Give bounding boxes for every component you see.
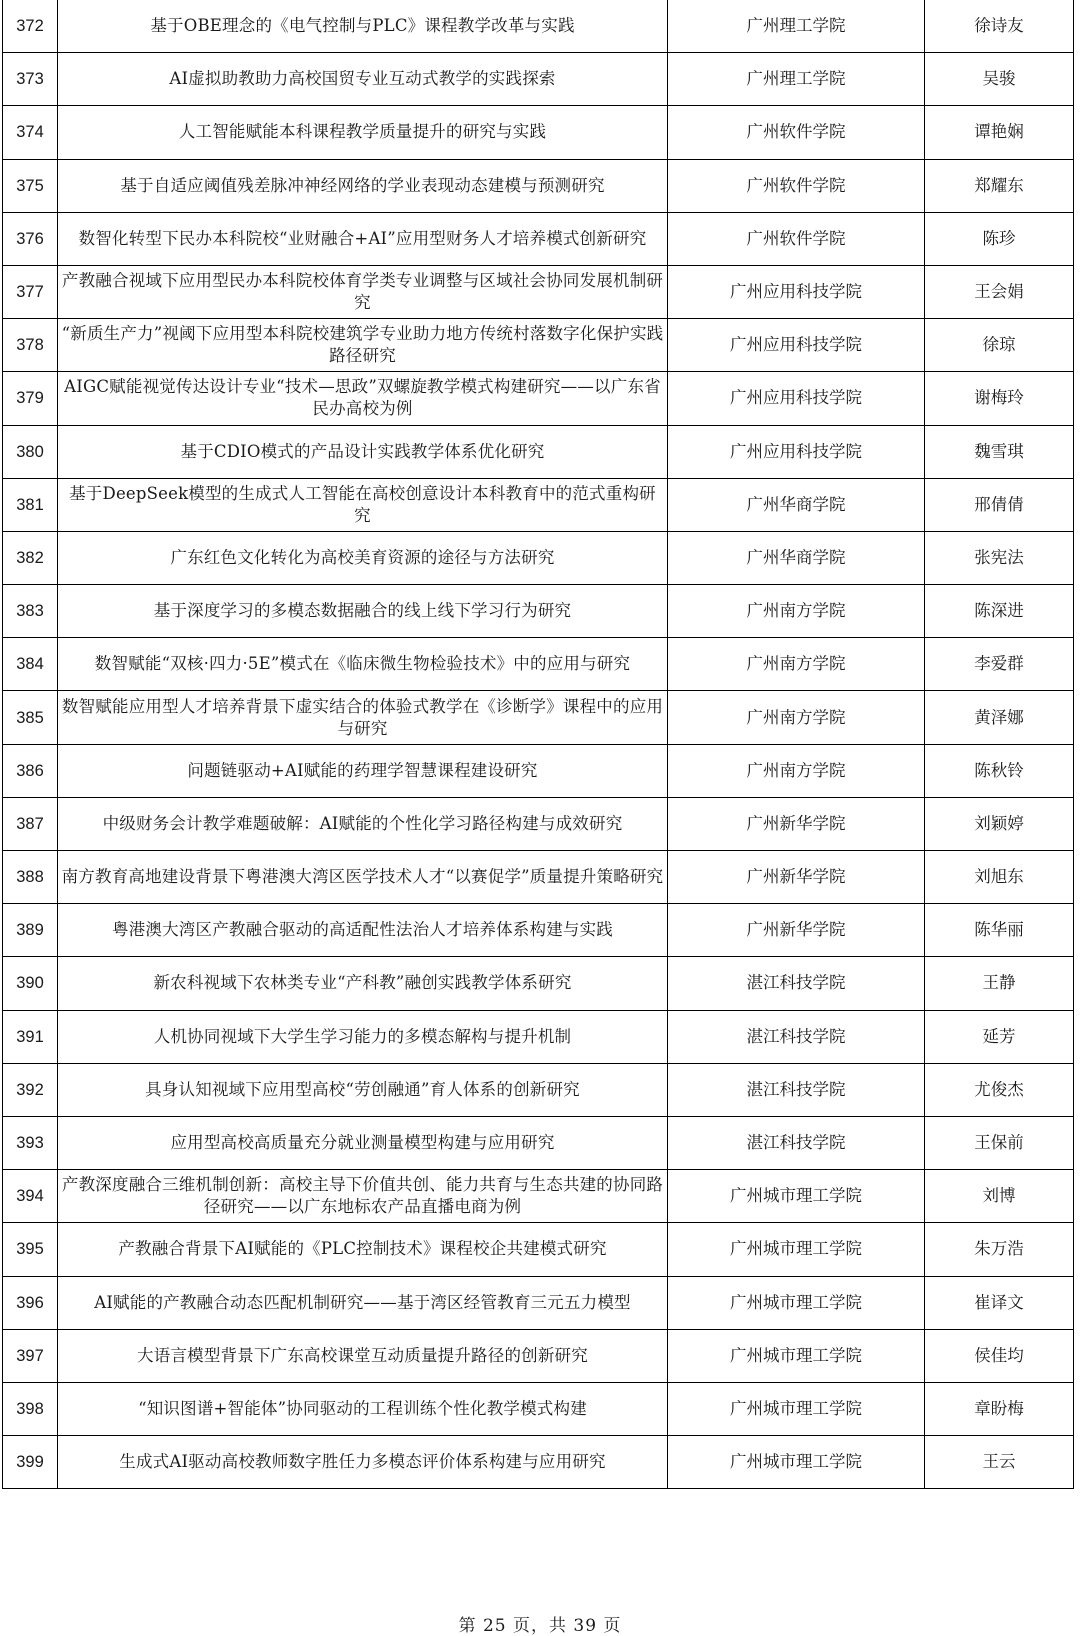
row-number-cell: 380 (3, 425, 58, 478)
row-number-cell: 399 (3, 1436, 58, 1489)
project-title-cell: 数智赋能应用型人才培养背景下虚实结合的体验式教学在《诊断学》课程中的应用与研究 (58, 691, 668, 744)
row-number-cell: 378 (3, 319, 58, 372)
row-number-cell: 374 (3, 106, 58, 159)
table-row (3, 106, 1074, 159)
row-number-cell: 394 (3, 1170, 58, 1223)
project-title-cell: 人工智能赋能本科课程教学质量提升的研究与实践 (58, 106, 668, 159)
row-number-cell: 396 (3, 1276, 58, 1329)
project-leader-cell: 张宪法 (925, 531, 1074, 584)
project-title-cell: 新农科视域下农林类专业“产科教”融创实践教学体系研究 (58, 957, 668, 1010)
project-leader-cell: 侯佳均 (925, 1329, 1074, 1382)
table-row (3, 1223, 1074, 1276)
project-leader-cell: 李爱群 (925, 638, 1074, 691)
project-table (2, 0, 1074, 1489)
project-leader-cell: 吴骏 (925, 53, 1074, 106)
row-number-cell: 388 (3, 851, 58, 904)
school-name-cell: 广州应用科技学院 (668, 425, 925, 478)
project-title-cell: AIGC赋能视觉传达设计专业“技术—思政”双螺旋教学模式构建研究——以广东省民办高校为例 (58, 372, 668, 425)
project-title-cell: 生成式AI驱动高校教师数字胜任力多模态评价体系构建与应用研究 (58, 1436, 668, 1489)
project-title-cell: 问题链驱动+AI赋能的药理学智慧课程建设研究 (58, 744, 668, 797)
table-row (3, 797, 1074, 850)
project-title-cell: 基于OBE理念的《电气控制与PLC》课程教学改革与实践 (58, 0, 668, 53)
row-number-cell: 382 (3, 531, 58, 584)
project-title-cell: 粤港澳大湾区产教融合驱动的高适配性法治人才培养体系构建与实践 (58, 904, 668, 957)
table-row (3, 851, 1074, 904)
table-row (3, 372, 1074, 425)
school-name-cell: 广州应用科技学院 (668, 319, 925, 372)
school-name-cell: 广州软件学院 (668, 106, 925, 159)
school-name-cell: 广州华商学院 (668, 478, 925, 531)
table-row (3, 691, 1074, 744)
project-title-cell: 产教融合视域下应用型民办本科院校体育学类专业调整与区域社会协同发展机制研究 (58, 265, 668, 318)
table-row (3, 1276, 1074, 1329)
table-row (3, 159, 1074, 212)
row-number-cell: 389 (3, 904, 58, 957)
project-table-body (3, 0, 1074, 1489)
project-leader-cell: 延芳 (925, 1010, 1074, 1063)
project-leader-cell: 黄泽娜 (925, 691, 1074, 744)
project-title-cell: 具身认知视域下应用型高校“劳创融通”育人体系的创新研究 (58, 1063, 668, 1116)
table-row (3, 319, 1074, 372)
school-name-cell: 广州城市理工学院 (668, 1276, 925, 1329)
row-number-cell: 384 (3, 638, 58, 691)
project-leader-cell: 邢倩倩 (925, 478, 1074, 531)
school-name-cell: 广州新华学院 (668, 904, 925, 957)
project-leader-cell: 王保前 (925, 1116, 1074, 1169)
page-number: 第 25 页，共 39 页 (458, 1616, 622, 1636)
project-leader-cell: 陈华丽 (925, 904, 1074, 957)
project-title-cell: 基于DeepSeek模型的生成式人工智能在高校创意设计本科教育中的范式重构研究 (58, 478, 668, 531)
row-number-cell: 373 (3, 53, 58, 106)
project-leader-cell: 朱万浩 (925, 1223, 1074, 1276)
table-row (3, 1010, 1074, 1063)
table-row (3, 1436, 1074, 1489)
school-name-cell: 湛江科技学院 (668, 1063, 925, 1116)
project-leader-cell: 刘博 (925, 1170, 1074, 1223)
school-name-cell: 广州软件学院 (668, 159, 925, 212)
project-leader-cell: 陈珍 (925, 212, 1074, 265)
school-name-cell: 广州城市理工学院 (668, 1329, 925, 1382)
school-name-cell: 广州城市理工学院 (668, 1170, 925, 1223)
project-title-cell: AI赋能的产教融合动态匹配机制研究——基于湾区经管教育三元五力模型 (58, 1276, 668, 1329)
project-leader-cell: 刘颖婷 (925, 797, 1074, 850)
row-number-cell: 386 (3, 744, 58, 797)
project-title-cell: 数智化转型下民办本科院校“业财融合+AI”应用型财务人才培养模式创新研究 (58, 212, 668, 265)
project-leader-cell: 魏雪琪 (925, 425, 1074, 478)
school-name-cell: 广州城市理工学院 (668, 1223, 925, 1276)
school-name-cell: 广州理工学院 (668, 0, 925, 53)
row-number-cell: 385 (3, 691, 58, 744)
row-number-cell: 377 (3, 265, 58, 318)
table-row (3, 1063, 1074, 1116)
project-title-cell: “新质生产力”视阈下应用型本科院校建筑学专业助力地方传统村落数字化保护实践路径研究 (58, 319, 668, 372)
row-number-cell: 372 (3, 0, 58, 53)
table-row (3, 531, 1074, 584)
project-title-cell: 人机协同视域下大学生学习能力的多模态解构与提升机制 (58, 1010, 668, 1063)
row-number-cell: 393 (3, 1116, 58, 1169)
project-title-cell: 产教深度融合三维机制创新：高校主导下价值共创、能力共育与生态共建的协同路径研究——以广东地标农产品直播电商为例 (58, 1170, 668, 1223)
project-title-cell: 数智赋能“双核·四力·5E”模式在《临床微生物检验技术》中的应用与研究 (58, 638, 668, 691)
school-name-cell: 广州新华学院 (668, 851, 925, 904)
table-row (3, 425, 1074, 478)
project-title-cell: 产教融合背景下AI赋能的《PLC控制技术》课程校企共建模式研究 (58, 1223, 668, 1276)
row-number-cell: 390 (3, 957, 58, 1010)
school-name-cell: 广州南方学院 (668, 585, 925, 638)
project-leader-cell: 陈深进 (925, 585, 1074, 638)
project-leader-cell: 王会娟 (925, 265, 1074, 318)
school-name-cell: 广州华商学院 (668, 531, 925, 584)
table-row (3, 904, 1074, 957)
row-number-cell: 375 (3, 159, 58, 212)
table-row (3, 585, 1074, 638)
project-title-cell: 基于深度学习的多模态数据融合的线上线下学习行为研究 (58, 585, 668, 638)
project-title-cell: “知识图谱+智能体”协同驱动的工程训练个性化教学模式构建 (58, 1382, 668, 1435)
school-name-cell: 湛江科技学院 (668, 1010, 925, 1063)
project-leader-cell: 王云 (925, 1436, 1074, 1489)
table-row (3, 744, 1074, 797)
project-leader-cell: 谢梅玲 (925, 372, 1074, 425)
school-name-cell: 广州应用科技学院 (668, 372, 925, 425)
school-name-cell: 广州南方学院 (668, 691, 925, 744)
school-name-cell: 广州软件学院 (668, 212, 925, 265)
school-name-cell: 广州应用科技学院 (668, 265, 925, 318)
project-leader-cell: 尤俊杰 (925, 1063, 1074, 1116)
table-row (3, 478, 1074, 531)
table-row (3, 957, 1074, 1010)
school-name-cell: 湛江科技学院 (668, 957, 925, 1010)
school-name-cell: 广州南方学院 (668, 744, 925, 797)
project-title-cell: 南方教育高地建设背景下粤港澳大湾区医学技术人才“以赛促学”质量提升策略研究 (58, 851, 668, 904)
row-number-cell: 381 (3, 478, 58, 531)
row-number-cell: 387 (3, 797, 58, 850)
school-name-cell: 广州城市理工学院 (668, 1436, 925, 1489)
row-number-cell: 398 (3, 1382, 58, 1435)
project-title-cell: 中级财务会计教学难题破解：AI赋能的个性化学习路径构建与成效研究 (58, 797, 668, 850)
project-title-cell: 大语言模型背景下广东高校课堂互动质量提升路径的创新研究 (58, 1329, 668, 1382)
row-number-cell: 395 (3, 1223, 58, 1276)
project-title-cell: 基于CDIO模式的产品设计实践教学体系优化研究 (58, 425, 668, 478)
project-leader-cell: 陈秋铃 (925, 744, 1074, 797)
row-number-cell: 383 (3, 585, 58, 638)
project-title-cell: 应用型高校高质量充分就业测量模型构建与应用研究 (58, 1116, 668, 1169)
table-row (3, 638, 1074, 691)
school-name-cell: 广州新华学院 (668, 797, 925, 850)
project-leader-cell: 谭艳娴 (925, 106, 1074, 159)
row-number-cell: 376 (3, 212, 58, 265)
row-number-cell: 392 (3, 1063, 58, 1116)
school-name-cell: 广州南方学院 (668, 638, 925, 691)
project-leader-cell: 王静 (925, 957, 1074, 1010)
table-row (3, 1116, 1074, 1169)
row-number-cell: 379 (3, 372, 58, 425)
table-row (3, 1170, 1074, 1223)
school-name-cell: 广州理工学院 (668, 53, 925, 106)
project-leader-cell: 郑耀东 (925, 159, 1074, 212)
project-title-cell: 基于自适应阈值残差脉冲神经网络的学业表现动态建模与预测研究 (58, 159, 668, 212)
project-leader-cell: 刘旭东 (925, 851, 1074, 904)
project-leader-cell: 崔译文 (925, 1276, 1074, 1329)
project-leader-cell: 徐琼 (925, 319, 1074, 372)
table-row (3, 1382, 1074, 1435)
school-name-cell: 广州城市理工学院 (668, 1382, 925, 1435)
table-row (3, 212, 1074, 265)
project-title-cell: 广东红色文化转化为高校美育资源的途径与方法研究 (58, 531, 668, 584)
school-name-cell: 湛江科技学院 (668, 1116, 925, 1169)
row-number-cell: 391 (3, 1010, 58, 1063)
table-row (3, 1329, 1074, 1382)
project-leader-cell: 章盼梅 (925, 1382, 1074, 1435)
table-row (3, 0, 1074, 53)
project-title-cell: AI虚拟助教助力高校国贸专业互动式教学的实践探索 (58, 53, 668, 106)
table-row (3, 53, 1074, 106)
project-leader-cell: 徐诗友 (925, 0, 1074, 53)
row-number-cell: 397 (3, 1329, 58, 1382)
table-row (3, 265, 1074, 318)
